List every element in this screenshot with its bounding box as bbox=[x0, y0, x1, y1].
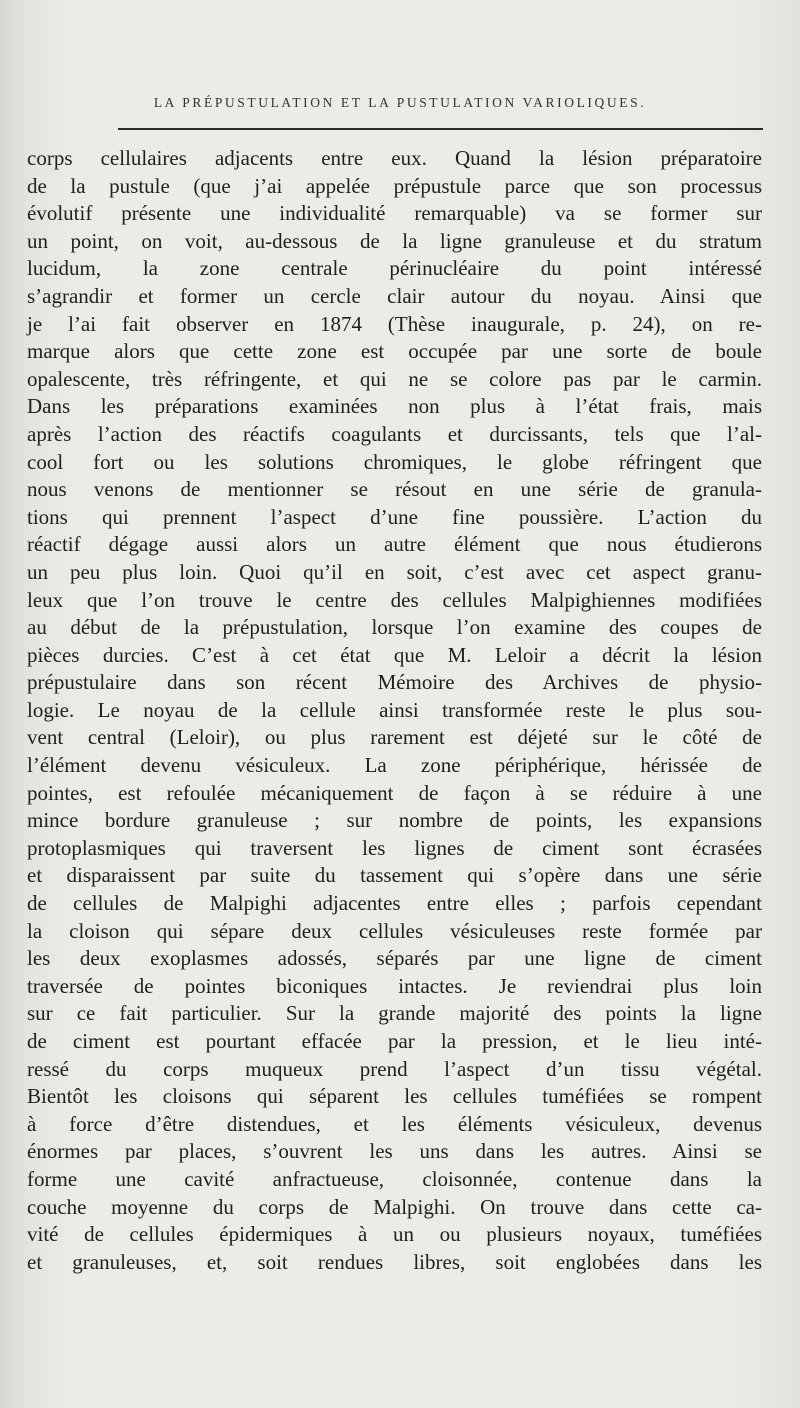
text-line: Dans les préparations examinées non plus à l’état frais, mais bbox=[27, 394, 762, 419]
text-line: nous venons de mentionner se résout en une série de granula- bbox=[27, 477, 762, 502]
text-line: couche moyenne du corps de Malpighi. On trouve dans cette ca- bbox=[27, 1194, 762, 1219]
text-line: après l’action des réactifs coagulants et durcissants, tels que l’al- bbox=[27, 421, 762, 446]
text-line: leux que l’on trouve le centre des cellules Malpighiennes modifiées bbox=[27, 587, 762, 612]
text-line: corps cellulaires adjacents entre eux. Quand la lésion préparatoire bbox=[27, 146, 762, 170]
text-line: vité de cellules épidermiques à un ou plusieurs noyaux, tuméfiées bbox=[27, 1222, 762, 1247]
header-rule bbox=[118, 128, 763, 130]
text-line: les deux exoplasmes adossés, séparés par une ligne de ciment bbox=[27, 946, 762, 971]
text-line: lucidum, la zone centrale périnucléaire du point intéressé bbox=[27, 256, 762, 281]
body-text bbox=[27, 145, 762, 1276]
text-line: ressé du corps muqueux prend l’aspect d’un tissu végétal. bbox=[27, 1056, 762, 1081]
text-line: de cellules de Malpighi adjacentes entre elles ; parfois cependant bbox=[27, 891, 762, 916]
text-line: sur ce fait particulier. Sur la grande majorité des points la ligne bbox=[27, 1001, 762, 1026]
text-line: l’élément devenu vésiculeux. La zone périphérique, hérissée de bbox=[27, 753, 762, 778]
text-line: mince bordure granuleuse ; sur nombre de points, les expansions bbox=[27, 808, 762, 833]
text-line: pointes, est refoulée mécaniquement de façon à se réduire à une bbox=[27, 780, 762, 805]
text-line: la cloison qui sépare deux cellules vésiculeuses reste formée par bbox=[27, 918, 762, 943]
text-line: et granuleuses, et, soit rendues libres, soit englobées dans les bbox=[27, 1249, 762, 1274]
text-line: réactif dégage aussi alors un autre élément que nous étudierons bbox=[27, 532, 762, 557]
text-line: et disparaissent par suite du tassement qui s’opère dans une série bbox=[27, 863, 762, 888]
text-line: un peu plus loin. Quoi qu’il en soit, c’est avec cet aspect granu- bbox=[27, 559, 762, 584]
text-line: de la pustule (que j’ai appelée prépustule parce que son processus bbox=[27, 173, 762, 198]
text-line: prépustulaire dans son récent Mémoire des Archives de physio- bbox=[27, 670, 762, 695]
text-line: pièces durcies. C’est à cet état que M. Leloir a décrit la lésion bbox=[27, 642, 762, 667]
text-line: je l’ai fait observer en 1874 (Thèse inaugurale, p. 24), on re- bbox=[27, 311, 762, 336]
text-line: au début de la prépustulation, lorsque l’on examine des coupes de bbox=[27, 615, 762, 640]
text-line: à force d’être distendues, et les éléments vésiculeux, devenus bbox=[27, 1111, 762, 1136]
text-line: opalescente, très réfringente, et qui ne se colore pas par le carmin. bbox=[27, 366, 762, 391]
text-line: énormes par places, s’ouvrent les uns dans les autres. Ainsi se bbox=[27, 1139, 762, 1164]
text-line: s’agrandir et former un cercle clair autour du noyau. Ainsi que bbox=[27, 283, 762, 308]
text-line: cool fort ou les solutions chromiques, le globe réfringent que bbox=[27, 449, 762, 474]
text-line: Bientôt les cloisons qui séparent les cellules tuméfiées se rompent bbox=[27, 1084, 762, 1109]
text-line: forme une cavité anfractueuse, cloisonnée, contenue dans la bbox=[27, 1166, 762, 1191]
running-head: LA PRÉPUSTULATION ET LA PUSTULATION VARIOLIQUES. bbox=[153, 95, 647, 110]
text-line: traversée de pointes biconiques intactes. Je reviendrai plus loin bbox=[27, 973, 762, 998]
text-line: tions qui prennent l’aspect d’une fine poussière. L’action du bbox=[27, 504, 762, 529]
text-line: logie. Le noyau de la cellule ainsi transformée reste le plus sou- bbox=[27, 697, 762, 722]
text-line: vent central (Leloir), ou plus rarement est déjeté sur le côté de bbox=[27, 725, 762, 750]
text-line: un point, on voit, au-dessous de la ligne granuleuse et du stratum bbox=[27, 228, 762, 253]
text-line: marque alors que cette zone est occupée par une sorte de boule bbox=[27, 339, 762, 364]
text-line: protoplasmiques qui traversent les lignes de ciment sont écrasées bbox=[27, 835, 762, 860]
text-line: de ciment est pourtant effacée par la pression, et le lieu inté- bbox=[27, 1029, 762, 1053]
text-line: évolutif présente une individualité remarquable) va se former sur bbox=[27, 201, 762, 226]
